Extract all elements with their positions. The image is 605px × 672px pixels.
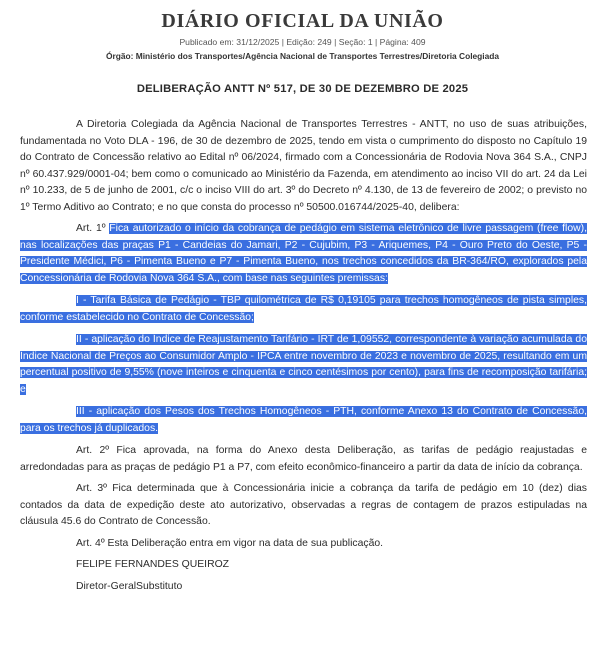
article-3-paragraph: Art. 3º Fica determinada que à Concessionária inicie a cobrança da tarifa de pedágio em 10 (dez) dias contados da data de expedição deste ato autorizativo, observadas a regras de contagem de prazos estipuladas na cláusula 45.6 do Contrato de Concessão. — [20, 483, 587, 527]
masthead — [0, 0, 605, 97]
article-1-text: Fica autorizado o início da cobrança de pedágio em sistema eletrônico de livre passagem (free flow), nas localizações das praças P1 - Candeias do Jamari, P2 - Cujubim, P3 - Ariquemes, P4 - Ouro Preto do Oeste, P5 - Presidente Médici, P6 - Pimenta Bueno e P7 - Pimenta Bueno, nos trechos concedidos da BR-364/RO, explorados pela Concessionária de Rodovia Nova 364 S.A., com base nas seguintes premissas: — [20, 223, 587, 284]
publication-title: DIÁRIO OFICIAL DA UNIÃO — [161, 10, 444, 32]
inciso-3-text: III - aplicação dos Pesos dos Trechos Homogêneos - PTH, conforme Anexo 13 do Contrato de Concessão, para os trechos já duplicados. — [20, 406, 587, 434]
inciso-2-text: II - aplicação do Índice de Reajustamento Tarifário - IRT de 1,09552, correspondente à variação acumulada do Índice Nacional de Preços ao Consumidor Amplo - IPCA entre novembro de 2023 e novembro de 2025, resultando em um percentual positivo de 9,55% (nove inteiros e cinquenta e cinco centésimos por cento), para fins de recomposição tarifária; e — [20, 334, 587, 395]
article-1-paragraph — [20, 221, 587, 287]
publication-orgao: Órgão: Ministério dos Transportes/Agência Nacional de Transportes Terrestres/Diretoria Colegiada — [105, 51, 500, 61]
article-1-label: Art. 1º — [76, 223, 106, 234]
article-2-paragraph: Art. 2º Fica aprovada, na forma do Anexo desta Deliberação, as tarifas de pedágio reajustadas e arredondadas para as praças de pedágio P1 a P7, com efeito econômico-financeiro a partir da data de início da cobrança. — [20, 445, 587, 473]
document-heading: DELIBERAÇÃO ANTT Nº 517, DE 30 DE DEZEMBRO DE 2025 — [136, 83, 469, 95]
inciso-1-paragraph — [20, 293, 587, 326]
article-4-paragraph: Art. 4º Esta Deliberação entra em vigor na data de sua publicação. — [76, 537, 384, 549]
inciso-2-paragraph — [20, 332, 587, 398]
inciso-1-text: I - Tarifa Básica de Pedágio - TBP quilométrica de R$ 0,19105 para trechos homogêneos de pista simples, conforme estabelecido no Contrato de Concessão; — [20, 295, 587, 323]
publication-meta: Publicado em: 31/12/2025 | Edição: 249 | Seção: 1 | Página: 409 — [179, 37, 426, 47]
signatory-role: Diretor-GeralSubstituto — [76, 580, 183, 592]
inciso-3-paragraph — [20, 404, 587, 437]
preamble-paragraph: A Diretoria Colegiada da Agência Nacional de Transportes Terrestres - ANTT, no uso de suas atribuições, fundamentada no Voto DLA - 196, de 30 de dezembro de 2025, tendo em vista o cumprimento do disposto no Capítulo 19 do Contrato de Concessão relativo ao Edital nº 06/2024, firmado com a Concessionária de Rodovia Nova 364 S.A., CNPJ nº 60.437.929/0001-04; bem como o comunicado ao Ministério da Fazenda, em atendimento ao inciso VII do art. 24 da Lei nº 10.233, de 5 de junho de 2001, c/c o inciso VIII do art. 3º do Decreto nº 4.130, de 13 de fevereiro de 2002; o previsto no 1º Termo Aditivo ao Contrato; e no que consta do processo nº 50500.016744/2025-40, delibera: — [20, 119, 587, 213]
signatory-name: FELIPE FERNANDES QUEIROZ — [76, 559, 229, 570]
document-body — [20, 117, 587, 600]
